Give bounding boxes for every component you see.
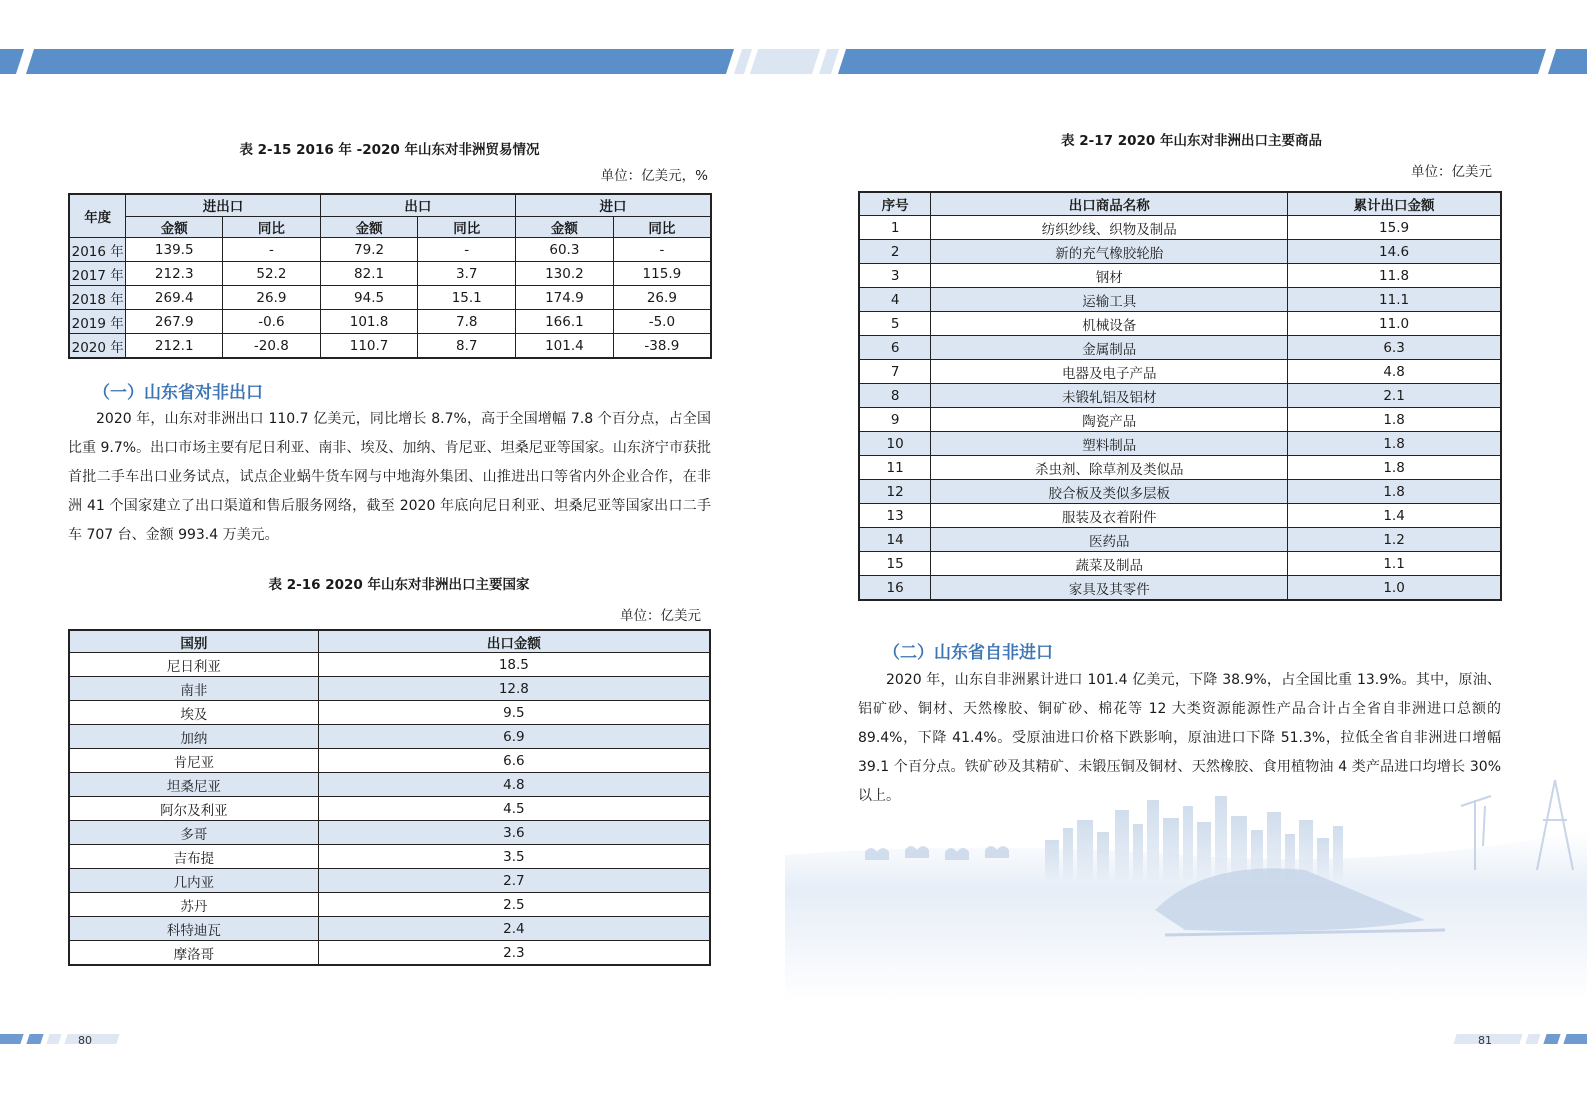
table-cell: 166.1 xyxy=(516,310,614,334)
table-row xyxy=(69,334,711,359)
table-cell: -20.8 xyxy=(223,334,321,359)
table-cell-year: 2018 年 xyxy=(69,286,126,310)
table-cell: 6.6 xyxy=(318,749,710,773)
table-row xyxy=(859,408,1501,432)
table-cell: 4.8 xyxy=(318,773,710,797)
header-bar-left-edge xyxy=(0,49,24,74)
table-cell: 1.2 xyxy=(1288,528,1501,552)
table-row xyxy=(69,725,710,749)
table-cell: 52.2 xyxy=(223,262,321,286)
table-cell: 26.9 xyxy=(613,286,711,310)
table-cell: 埃及 xyxy=(69,701,318,725)
table-cell: 212.1 xyxy=(126,334,223,359)
table-cell: 3 xyxy=(859,264,931,288)
table-cell: 5 xyxy=(859,312,931,336)
footer-bar-left xyxy=(64,1034,119,1044)
table-row xyxy=(859,264,1501,288)
table-cell: 15.9 xyxy=(1288,216,1501,240)
table-cell: 9.5 xyxy=(318,701,710,725)
table-row xyxy=(69,797,710,821)
table-row xyxy=(69,917,710,941)
table-cell: 12.8 xyxy=(318,677,710,701)
table-header-cell: 同比 xyxy=(613,216,711,238)
table-cell: 阿尔及利亚 xyxy=(69,797,318,821)
table-cell: 吉布提 xyxy=(69,845,318,869)
table-cell: 3.6 xyxy=(318,821,710,845)
table-2-16-unit: 单位：亿美元 xyxy=(620,608,701,624)
table-cell: 4.5 xyxy=(318,797,710,821)
table-row xyxy=(69,701,710,725)
table-cell: 174.9 xyxy=(516,286,614,310)
table-cell: 2.3 xyxy=(318,941,710,966)
table-row xyxy=(69,821,710,845)
table-cell: 金属制品 xyxy=(931,336,1288,360)
table-cell: 13 xyxy=(859,504,931,528)
table-cell: 科特迪瓦 xyxy=(69,917,318,941)
table-cell: 16 xyxy=(859,576,931,601)
table-cell: 2 xyxy=(859,240,931,264)
table-row xyxy=(69,941,710,966)
table-row xyxy=(859,240,1501,264)
table-cell: 101.4 xyxy=(516,334,614,359)
table-row xyxy=(859,432,1501,456)
table-cell: 4 xyxy=(859,288,931,312)
table-2-16-caption: 表 2-16 2020 年山东对非洲出口主要国家 xyxy=(268,577,530,593)
table-row xyxy=(859,336,1501,360)
table-row xyxy=(859,480,1501,504)
table-cell: 几内亚 xyxy=(69,869,318,893)
table-cell: 101.8 xyxy=(320,310,418,334)
table-cell: 11.1 xyxy=(1288,288,1501,312)
table-cell: 胶合板及类似多层板 xyxy=(931,480,1288,504)
table-cell: 11.8 xyxy=(1288,264,1501,288)
section-title-export: （一）山东省对非出口 xyxy=(93,383,263,403)
table-2-15 xyxy=(68,193,712,359)
table-2-15-caption: 表 2-15 2016 年 -2020 年山东对非洲贸易情况 xyxy=(239,142,540,158)
table-cell: 14 xyxy=(859,528,931,552)
table-row xyxy=(69,893,710,917)
header-bar-gap-3 xyxy=(819,49,839,74)
table-cell: 1.8 xyxy=(1288,456,1501,480)
table-header-group: 进出口 xyxy=(126,194,320,216)
footer-bar-left xyxy=(26,1034,43,1044)
table-cell: 110.7 xyxy=(320,334,418,359)
table-cell: 1.4 xyxy=(1288,504,1501,528)
table-row xyxy=(859,552,1501,576)
table-cell: 2.4 xyxy=(318,917,710,941)
import-paragraph: 2020 年，山东自非洲累计进口 101.4 亿美元，下降 38.9%，占全国比重 13.9%。其中，原油、铝矿砂、铜材、天然橡胶、铜矿砂、棉花等 12 大类资源能源性产品合计占全省自非洲进口总额的 89.4%，下降 41.4%。受原油进口价格下跌影响，原油进口下降 51.3%，拉低全省自非洲进口增幅 39.1 个百分点。铁矿砂及其精矿、未锻压铜及铜材、天然橡胶、食用植物油 4 类产品进口均增长 30% 以上。 xyxy=(858,672,1501,804)
table-cell: 115.9 xyxy=(613,262,711,286)
table-cell: 11 xyxy=(859,456,931,480)
table-header-group: 进口 xyxy=(516,194,711,216)
table-cell: 139.5 xyxy=(126,238,223,262)
table-row xyxy=(69,262,711,286)
table-cell: 2.7 xyxy=(318,869,710,893)
table-2-17-unit: 单位：亿美元 xyxy=(1411,164,1492,180)
table-cell: 杀虫剂、除草剂及类似品 xyxy=(931,456,1288,480)
table-cell: 机械设备 xyxy=(931,312,1288,336)
table-cell: 8 xyxy=(859,384,931,408)
table-cell-year: 2017 年 xyxy=(69,262,126,286)
table-cell: 服装及衣着附件 xyxy=(931,504,1288,528)
table-row xyxy=(859,576,1501,601)
section-title-import: （二）山东省自非进口 xyxy=(883,643,1053,663)
table-2-15-unit: 单位：亿美元，% xyxy=(600,168,708,184)
table-row xyxy=(859,504,1501,528)
table-cell: 6.3 xyxy=(1288,336,1501,360)
export-paragraph: 2020 年，山东对非洲出口 110.7 亿美元，同比增长 8.7%，高于全国增幅 7.8 个百分点，占全国比重 9.7%。出口市场主要有尼日利亚、南非、埃及、加纳、肯尼亚、坦桑尼亚等国家。山东济宁市获批首批二手车出口业务试点，试点企业蜗牛货车网与中地海外集团、山推进出口等省内外企业合作，在非洲 41 个国家建立了出口渠道和售后服务网络，截至 2020 年底向尼日利亚、坦桑尼亚等国家出口二手车 707 台、金额 993.4 万美元。 xyxy=(68,411,711,543)
table-cell: 267.9 xyxy=(126,310,223,334)
table-header-product: 出口商品名称 xyxy=(931,192,1288,216)
table-2-17 xyxy=(858,191,1502,601)
table-cell: 3.5 xyxy=(318,845,710,869)
table-row xyxy=(859,384,1501,408)
footer-bar-left xyxy=(0,1034,24,1044)
table-header-group: 出口 xyxy=(320,194,515,216)
table-row xyxy=(859,360,1501,384)
table-header-year: 年度 xyxy=(69,194,126,238)
table-cell-year: 2020 年 xyxy=(69,334,126,359)
footer-bar-right xyxy=(1525,1034,1540,1044)
table-cell: -38.9 xyxy=(613,334,711,359)
table-row xyxy=(69,749,710,773)
table-cell: 11.0 xyxy=(1288,312,1501,336)
table-cell: 60.3 xyxy=(516,238,614,262)
table-cell: 212.3 xyxy=(126,262,223,286)
table-cell: 130.2 xyxy=(516,262,614,286)
table-cell: 14.6 xyxy=(1288,240,1501,264)
table-header-cell: 同比 xyxy=(223,216,321,238)
table-cell: 18.5 xyxy=(318,653,710,677)
table-cell: - xyxy=(613,238,711,262)
table-row xyxy=(69,773,710,797)
table-cell: 运输工具 xyxy=(931,288,1288,312)
table-cell: 纺织纱线、织物及制品 xyxy=(931,216,1288,240)
table-cell: 6 xyxy=(859,336,931,360)
table-cell: -5.0 xyxy=(613,310,711,334)
table-cell: - xyxy=(418,238,516,262)
table-cell: 1.8 xyxy=(1288,480,1501,504)
table-cell: 7 xyxy=(859,360,931,384)
table-cell: 多哥 xyxy=(69,821,318,845)
table-row xyxy=(859,288,1501,312)
table-2-16 xyxy=(68,629,711,966)
table-header-amount: 累计出口金额 xyxy=(1288,192,1501,216)
table-header-country: 国别 xyxy=(69,630,318,653)
table-cell: 坦桑尼亚 xyxy=(69,773,318,797)
table-cell: 电器及电子产品 xyxy=(931,360,1288,384)
table-row xyxy=(859,456,1501,480)
table-cell: 医药品 xyxy=(931,528,1288,552)
table-cell: 9 xyxy=(859,408,931,432)
table-row xyxy=(859,216,1501,240)
table-cell: 陶瓷产品 xyxy=(931,408,1288,432)
table-cell: 新的充气橡胶轮胎 xyxy=(931,240,1288,264)
footer-bar-right xyxy=(1563,1034,1587,1044)
table-row xyxy=(69,286,711,310)
table-header-cell: 金额 xyxy=(126,216,223,238)
page-number-right: 81 xyxy=(1478,1034,1492,1047)
table-row xyxy=(69,653,710,677)
table-cell: 加纳 xyxy=(69,725,318,749)
table-cell: 家具及其零件 xyxy=(931,576,1288,601)
table-cell: 26.9 xyxy=(223,286,321,310)
page-number-left: 80 xyxy=(78,1034,92,1047)
table-row xyxy=(69,238,711,262)
table-row xyxy=(69,310,711,334)
table-cell: 钢材 xyxy=(931,264,1288,288)
table-cell: 82.1 xyxy=(320,262,418,286)
table-cell: 南非 xyxy=(69,677,318,701)
table-cell: 4.8 xyxy=(1288,360,1501,384)
table-cell: 2.5 xyxy=(318,893,710,917)
table-row xyxy=(69,845,710,869)
table-row xyxy=(69,869,710,893)
table-cell: 269.4 xyxy=(126,286,223,310)
header-bar-gap-1 xyxy=(734,49,752,74)
header-bar-gap-2 xyxy=(750,49,820,74)
table-cell: 尼日利亚 xyxy=(69,653,318,677)
table-cell: 1 xyxy=(859,216,931,240)
header-bar-right xyxy=(838,49,1546,74)
table-cell: 1.1 xyxy=(1288,552,1501,576)
footer-bar-right xyxy=(1543,1034,1560,1044)
table-row xyxy=(69,677,710,701)
table-cell: 2.1 xyxy=(1288,384,1501,408)
table-cell: 8.7 xyxy=(418,334,516,359)
table-2-17-caption: 表 2-17 2020 年山东对非洲出口主要商品 xyxy=(1061,133,1322,149)
table-cell: 1.8 xyxy=(1288,408,1501,432)
table-cell: 1.0 xyxy=(1288,576,1501,601)
table-cell: 塑料制品 xyxy=(931,432,1288,456)
table-header-cell: 金额 xyxy=(516,216,614,238)
table-header-cell: 同比 xyxy=(418,216,516,238)
table-cell: 94.5 xyxy=(320,286,418,310)
footer-bar-left xyxy=(46,1034,61,1044)
table-cell: 3.7 xyxy=(418,262,516,286)
table-cell: 7.8 xyxy=(418,310,516,334)
table-cell: 苏丹 xyxy=(69,893,318,917)
table-cell: 79.2 xyxy=(320,238,418,262)
table-cell: 10 xyxy=(859,432,931,456)
table-cell: 6.9 xyxy=(318,725,710,749)
table-row xyxy=(859,312,1501,336)
table-cell: 15.1 xyxy=(418,286,516,310)
header-bar-right-edge xyxy=(1548,49,1587,74)
table-cell: 1.8 xyxy=(1288,432,1501,456)
table-cell: - xyxy=(223,238,321,262)
table-cell: 15 xyxy=(859,552,931,576)
table-cell-year: 2019 年 xyxy=(69,310,126,334)
table-cell: 摩洛哥 xyxy=(69,941,318,966)
table-header-index: 序号 xyxy=(859,192,931,216)
table-cell: 12 xyxy=(859,480,931,504)
table-cell-year: 2016 年 xyxy=(69,238,126,262)
table-cell: 肯尼亚 xyxy=(69,749,318,773)
table-header-amount: 出口金额 xyxy=(318,630,710,653)
table-cell: 蔬菜及制品 xyxy=(931,552,1288,576)
header-bar-left xyxy=(26,49,734,74)
table-row xyxy=(859,528,1501,552)
table-cell: 未锻轧铝及铝材 xyxy=(931,384,1288,408)
table-cell: -0.6 xyxy=(223,310,321,334)
table-header-cell: 金额 xyxy=(320,216,418,238)
